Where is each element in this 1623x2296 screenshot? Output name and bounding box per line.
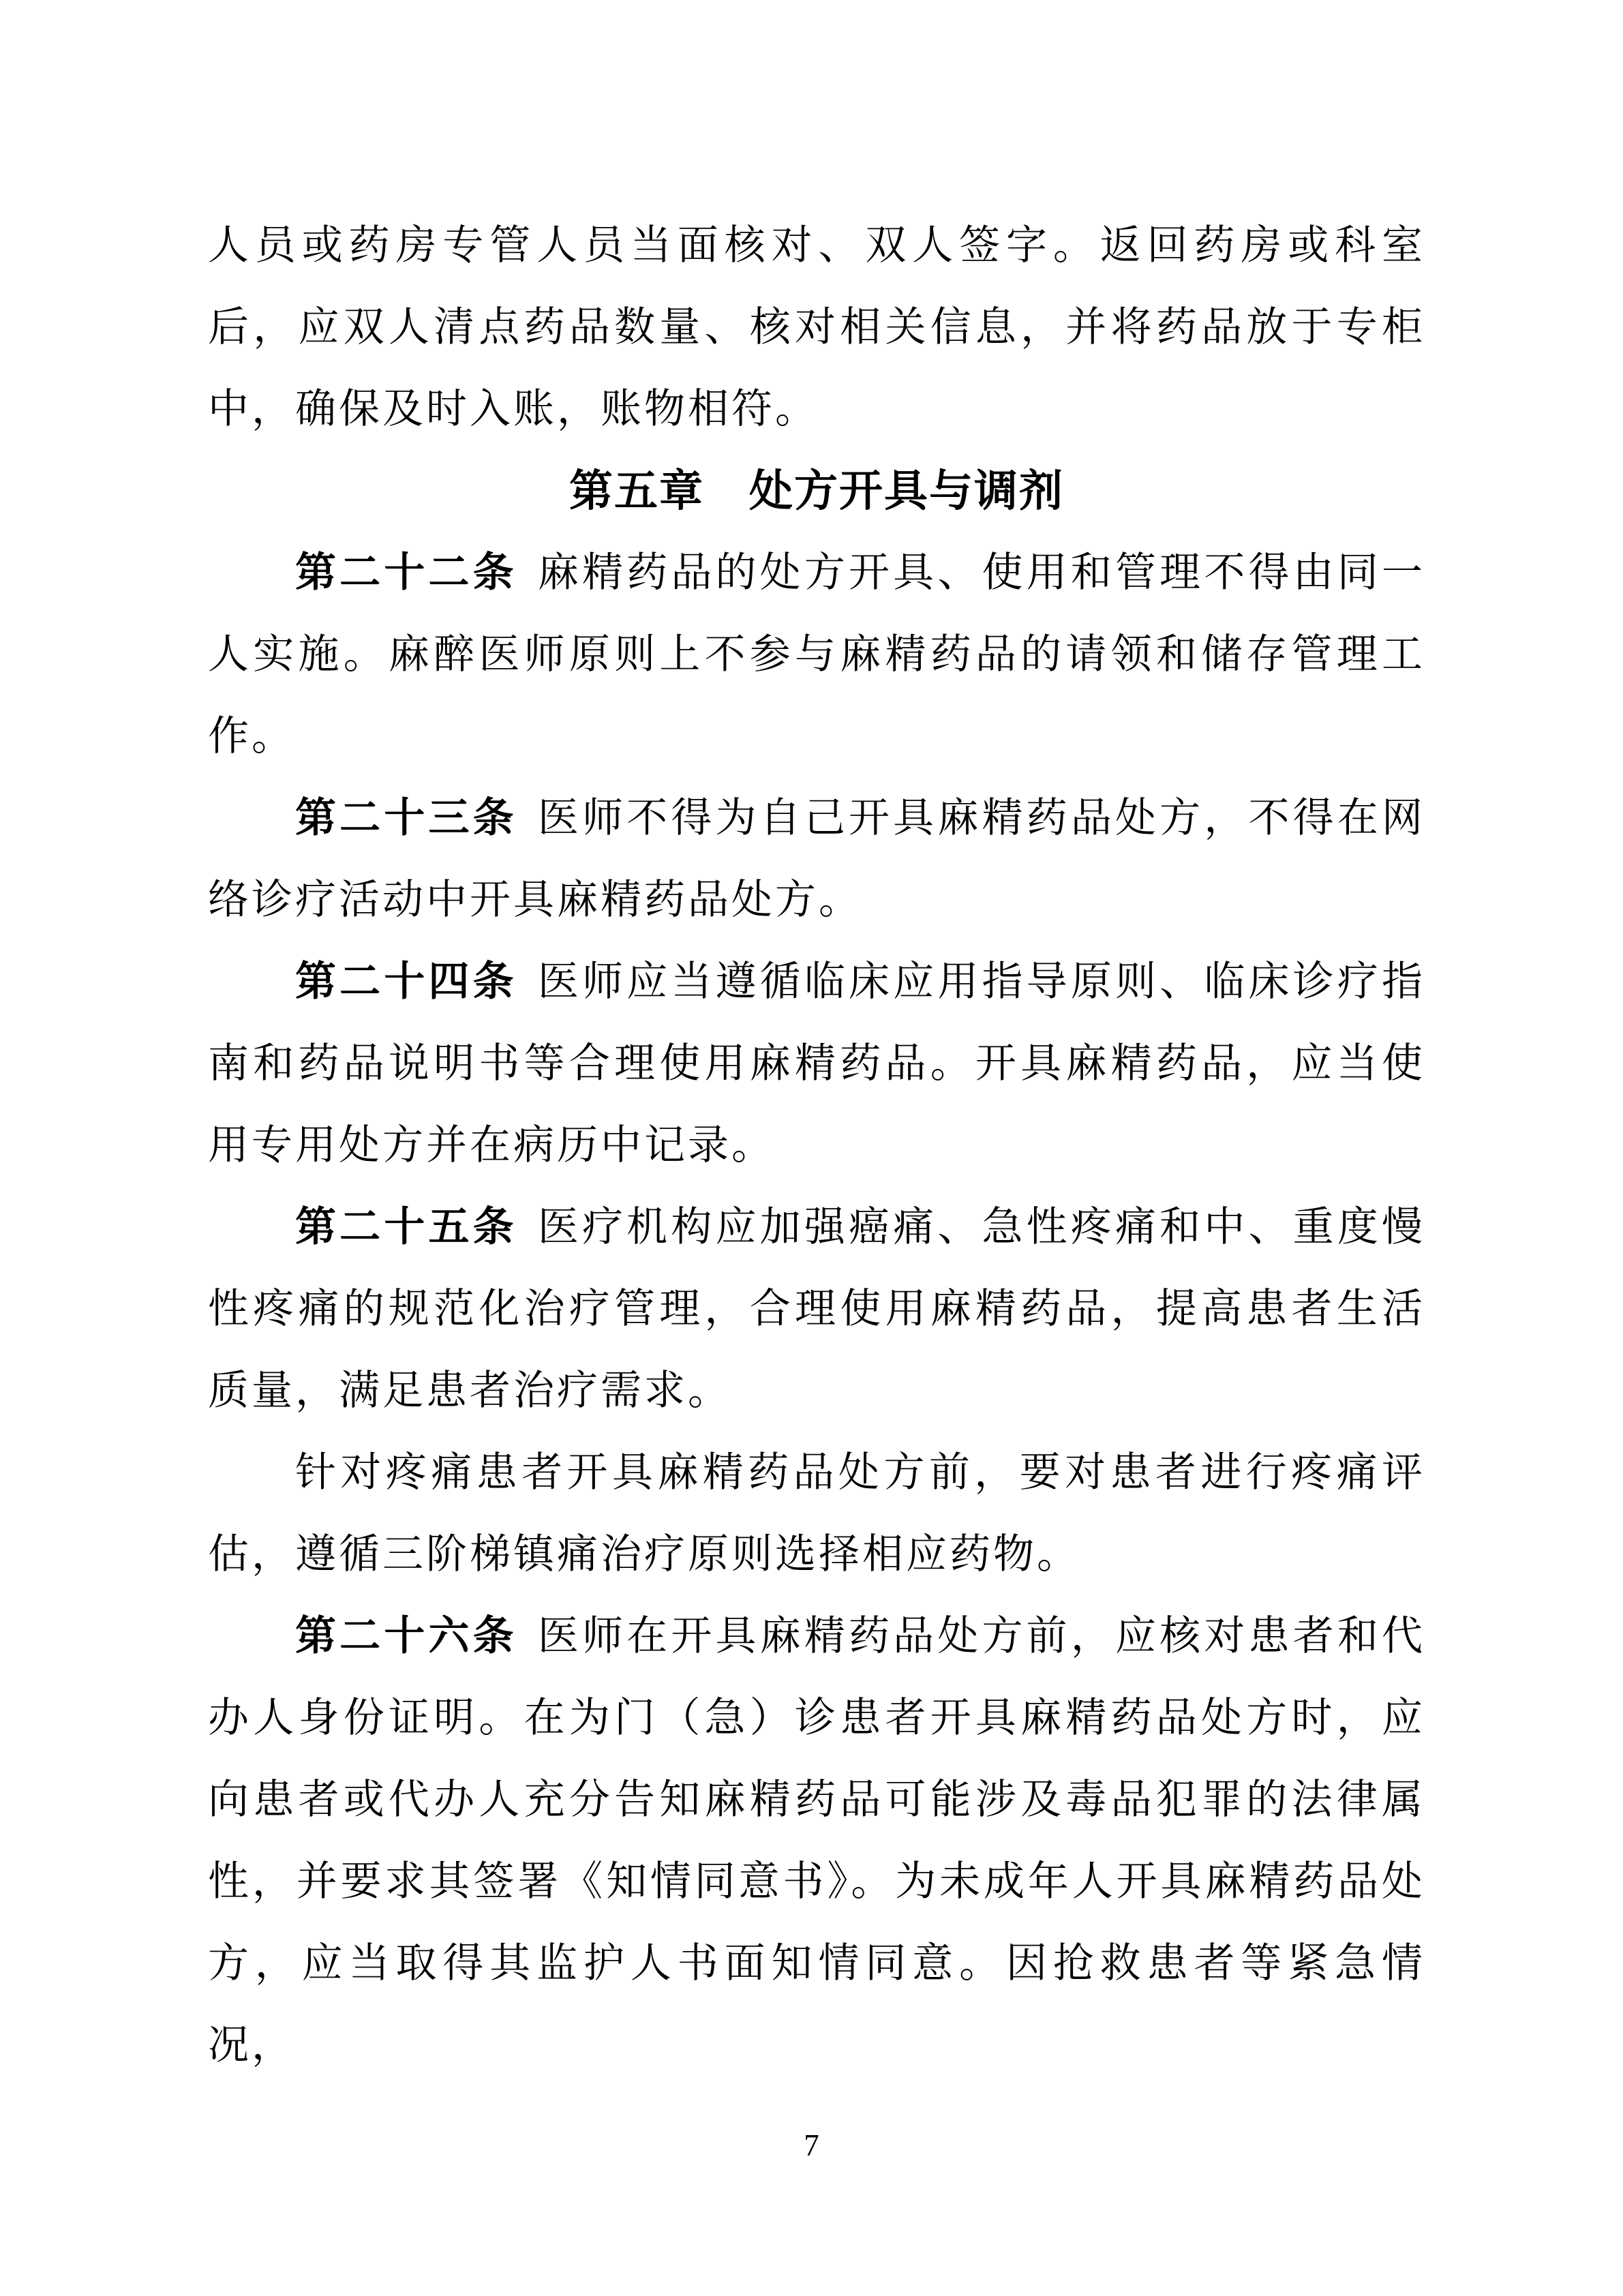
article-number: 第二十三条 <box>295 796 517 841</box>
article-paragraph-26 <box>208 1595 1425 2086</box>
plain-paragraph <box>208 1432 1425 1595</box>
article-number: 第二十二条 <box>295 550 517 595</box>
article-paragraph-24 <box>208 941 1425 1186</box>
article-text: 医师不得为自己开具麻精药品处方，不得在网络诊疗活动中开具麻精药品处方。 <box>208 796 1426 922</box>
article-text: 麻精药品的处方开具、使用和管理不得由同一人实施。麻醉医师原则上不参与麻精药品的请领和储存管理工作。 <box>208 550 1426 759</box>
article-number: 第二十五条 <box>295 1205 517 1250</box>
chapter-heading: 第五章 处方开具与调剂 <box>569 466 1064 515</box>
paragraph-text: 针对疼痛患者开具麻精药品处方前，要对患者进行疼痛评估，遵循三阶梯镇痛治疗原则选择相应药物。 <box>208 1450 1425 1577</box>
article-number: 第二十六条 <box>295 1614 517 1659</box>
article-paragraph-23 <box>208 777 1425 941</box>
article-text: 医师在开具麻精药品处方前，应核对患者和代办人身份证明。在为门（急）诊患者开具麻精药品处方时，应向患者或代办人充分告知麻精药品可能涉及毒品犯罪的法律属性，并要求其签署《知情同意书》。为未成年人开具麻精药品处方，应当取得其监护人书面知情同意。因抢救患者等紧急情况， <box>208 1614 1426 2068</box>
article-text: 医师应当遵循临床应用指导原则、临床诊疗指南和药品说明书等合理使用麻精药品。开具麻精药品，应当使用专用处方并在病历中记录。 <box>208 959 1426 1168</box>
document-body <box>208 205 1425 2086</box>
continuation-paragraph: 人员或药房专管人员当面核对、双人签字。返回药房或科室后，应双人清点药品数量、核对相关信息，并将药品放于专柜中，确保及时入账，账物相符。 <box>208 223 1425 432</box>
article-text: 医疗机构应加强癌痛、急性疼痛和中、重度慢性疼痛的规范化治疗管理，合理使用麻精药品，提高患者生活质量，满足患者治疗需求。 <box>208 1205 1426 1413</box>
page-number: 7 <box>804 2128 819 2162</box>
article-paragraph-25 <box>208 1186 1425 1432</box>
article-paragraph-22 <box>208 532 1425 777</box>
article-number: 第二十四条 <box>295 959 517 1004</box>
